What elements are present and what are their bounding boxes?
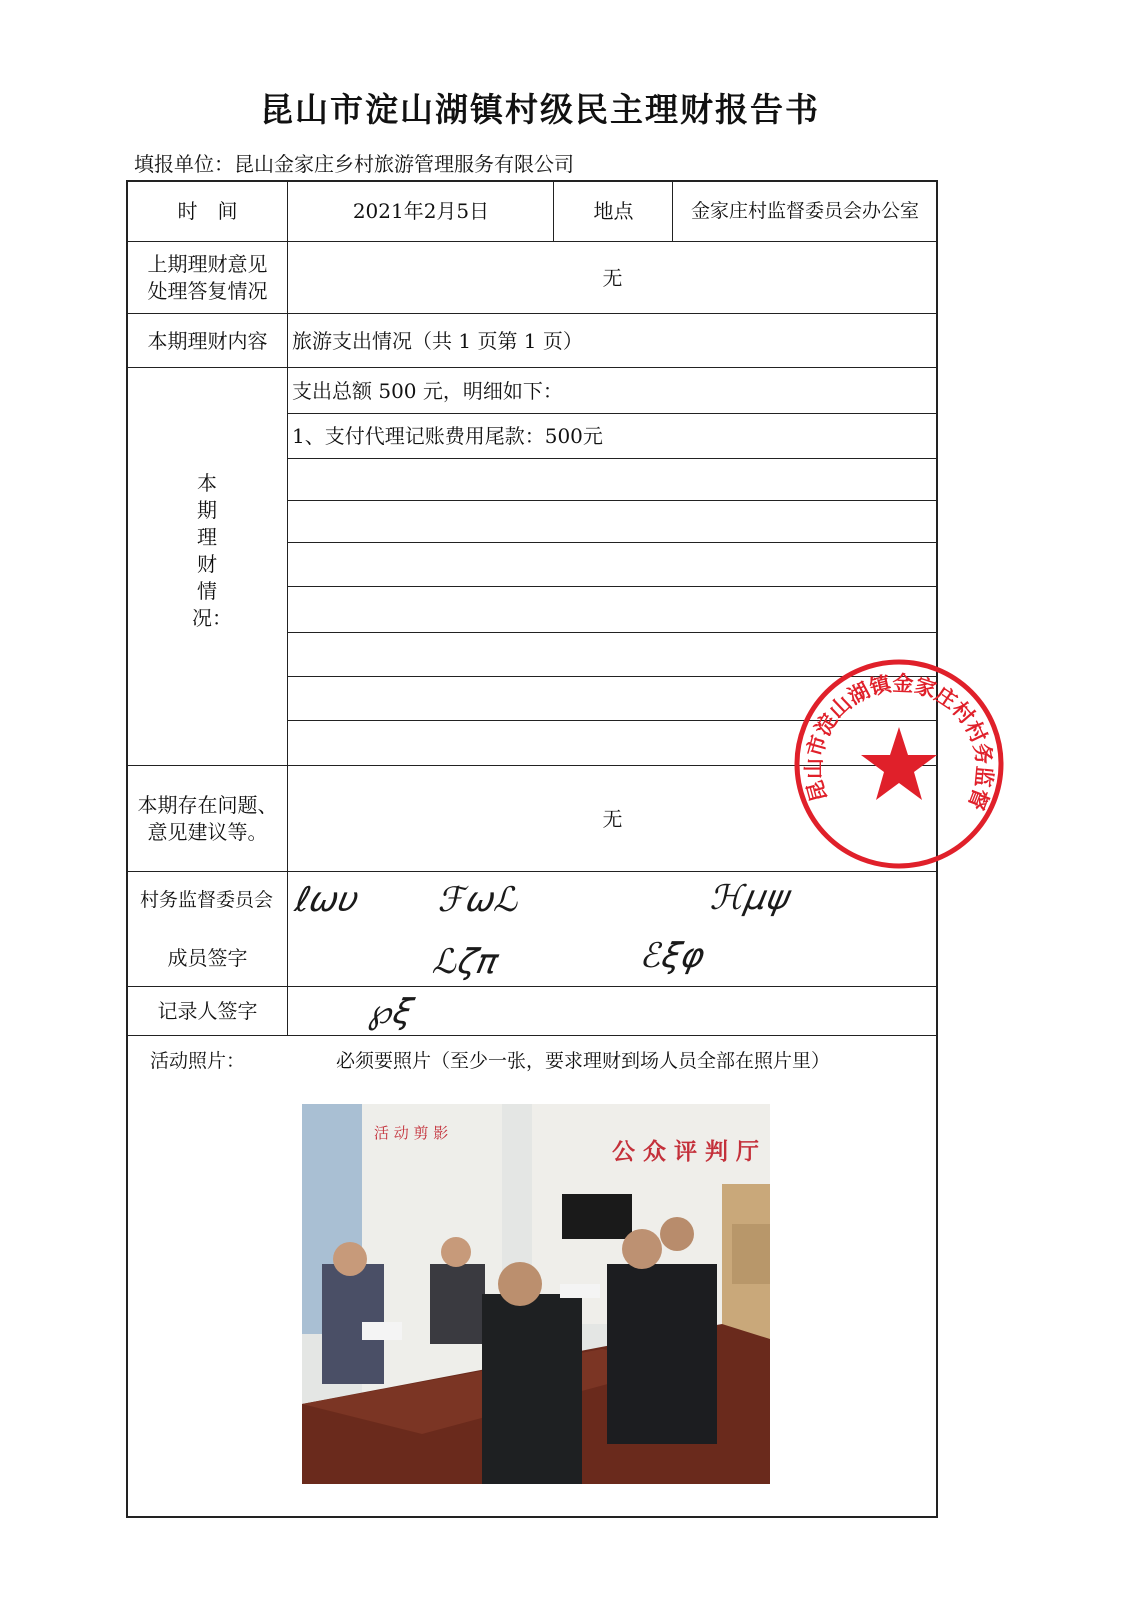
- photo-note: 必须要照片（至少一张，要求理财到场人员全部在照片里）: [336, 1050, 831, 1072]
- row-divider: [126, 313, 938, 314]
- recorder-signature: ℘ξ: [365, 992, 417, 1032]
- official-seal-graphic: [790, 655, 1008, 873]
- issues-value: 无: [602, 806, 623, 831]
- time-value: 2021年2月5日: [352, 199, 490, 223]
- member-sign-label: 成员签字: [167, 945, 248, 970]
- activity-photo-illustration: [302, 1104, 770, 1484]
- page-title: 昆山市淀山湖镇村级民主理财报告书: [260, 90, 820, 129]
- signature-5: ℰξφ: [637, 936, 709, 976]
- photo-banner-left: 活 动 剪 影: [374, 1124, 449, 1142]
- official-seal: [790, 655, 1008, 873]
- committee-label: 村务监督委员会: [139, 888, 273, 911]
- photo-label: 活动照片：: [150, 1050, 246, 1072]
- finance-line-1: 支出总额 500 元，明细如下：: [292, 378, 563, 403]
- signature-4: ℒζπ: [429, 942, 502, 982]
- time-label: 时 间: [177, 199, 238, 223]
- line-divider: [287, 500, 938, 501]
- signature-3: ℋμψ: [707, 878, 794, 918]
- col-divider: [672, 180, 673, 241]
- row-divider: [126, 367, 938, 368]
- activity-photo: [302, 1104, 770, 1484]
- col-divider: [553, 180, 554, 241]
- line-divider: [287, 632, 938, 633]
- line-divider: [287, 542, 938, 543]
- prev-opinion-value: 无: [602, 265, 623, 290]
- row-divider: [126, 241, 938, 242]
- content-label: 本期理财内容: [147, 328, 268, 353]
- col-divider: [287, 180, 288, 1035]
- row-divider: [126, 1035, 938, 1036]
- line-divider: [287, 413, 938, 414]
- photo-banner-right: 公 众 评 判 厅: [612, 1138, 760, 1165]
- line-divider: [287, 586, 938, 587]
- signature-2: ℱωℒ: [435, 880, 524, 920]
- issues-label: 本期存在问题、意见建议等。: [137, 793, 278, 844]
- content-value: 旅游支出情况（共 1 页第 1 页）: [292, 328, 583, 353]
- line-divider: [287, 458, 938, 459]
- seal-text: 昆山市淀山湖镇金家庄村村务监督: [800, 670, 998, 814]
- recorder-label: 记录人签字: [157, 999, 258, 1023]
- reporting-unit: 填报单位：昆山金家庄乡村旅游管理服务有限公司: [134, 152, 574, 176]
- place-value: 金家庄村监督委员会办公室: [690, 200, 919, 222]
- finance-label: 本期理财情况：: [192, 471, 232, 630]
- finance-line-2: 1、支付代理记账费用尾款：500元: [292, 424, 603, 448]
- signature-1: ℓωυ: [291, 880, 363, 920]
- row-divider: [126, 986, 938, 987]
- prev-opinion-label: 上期理财意见处理答复情况: [147, 252, 268, 303]
- place-label: 地点: [593, 199, 634, 223]
